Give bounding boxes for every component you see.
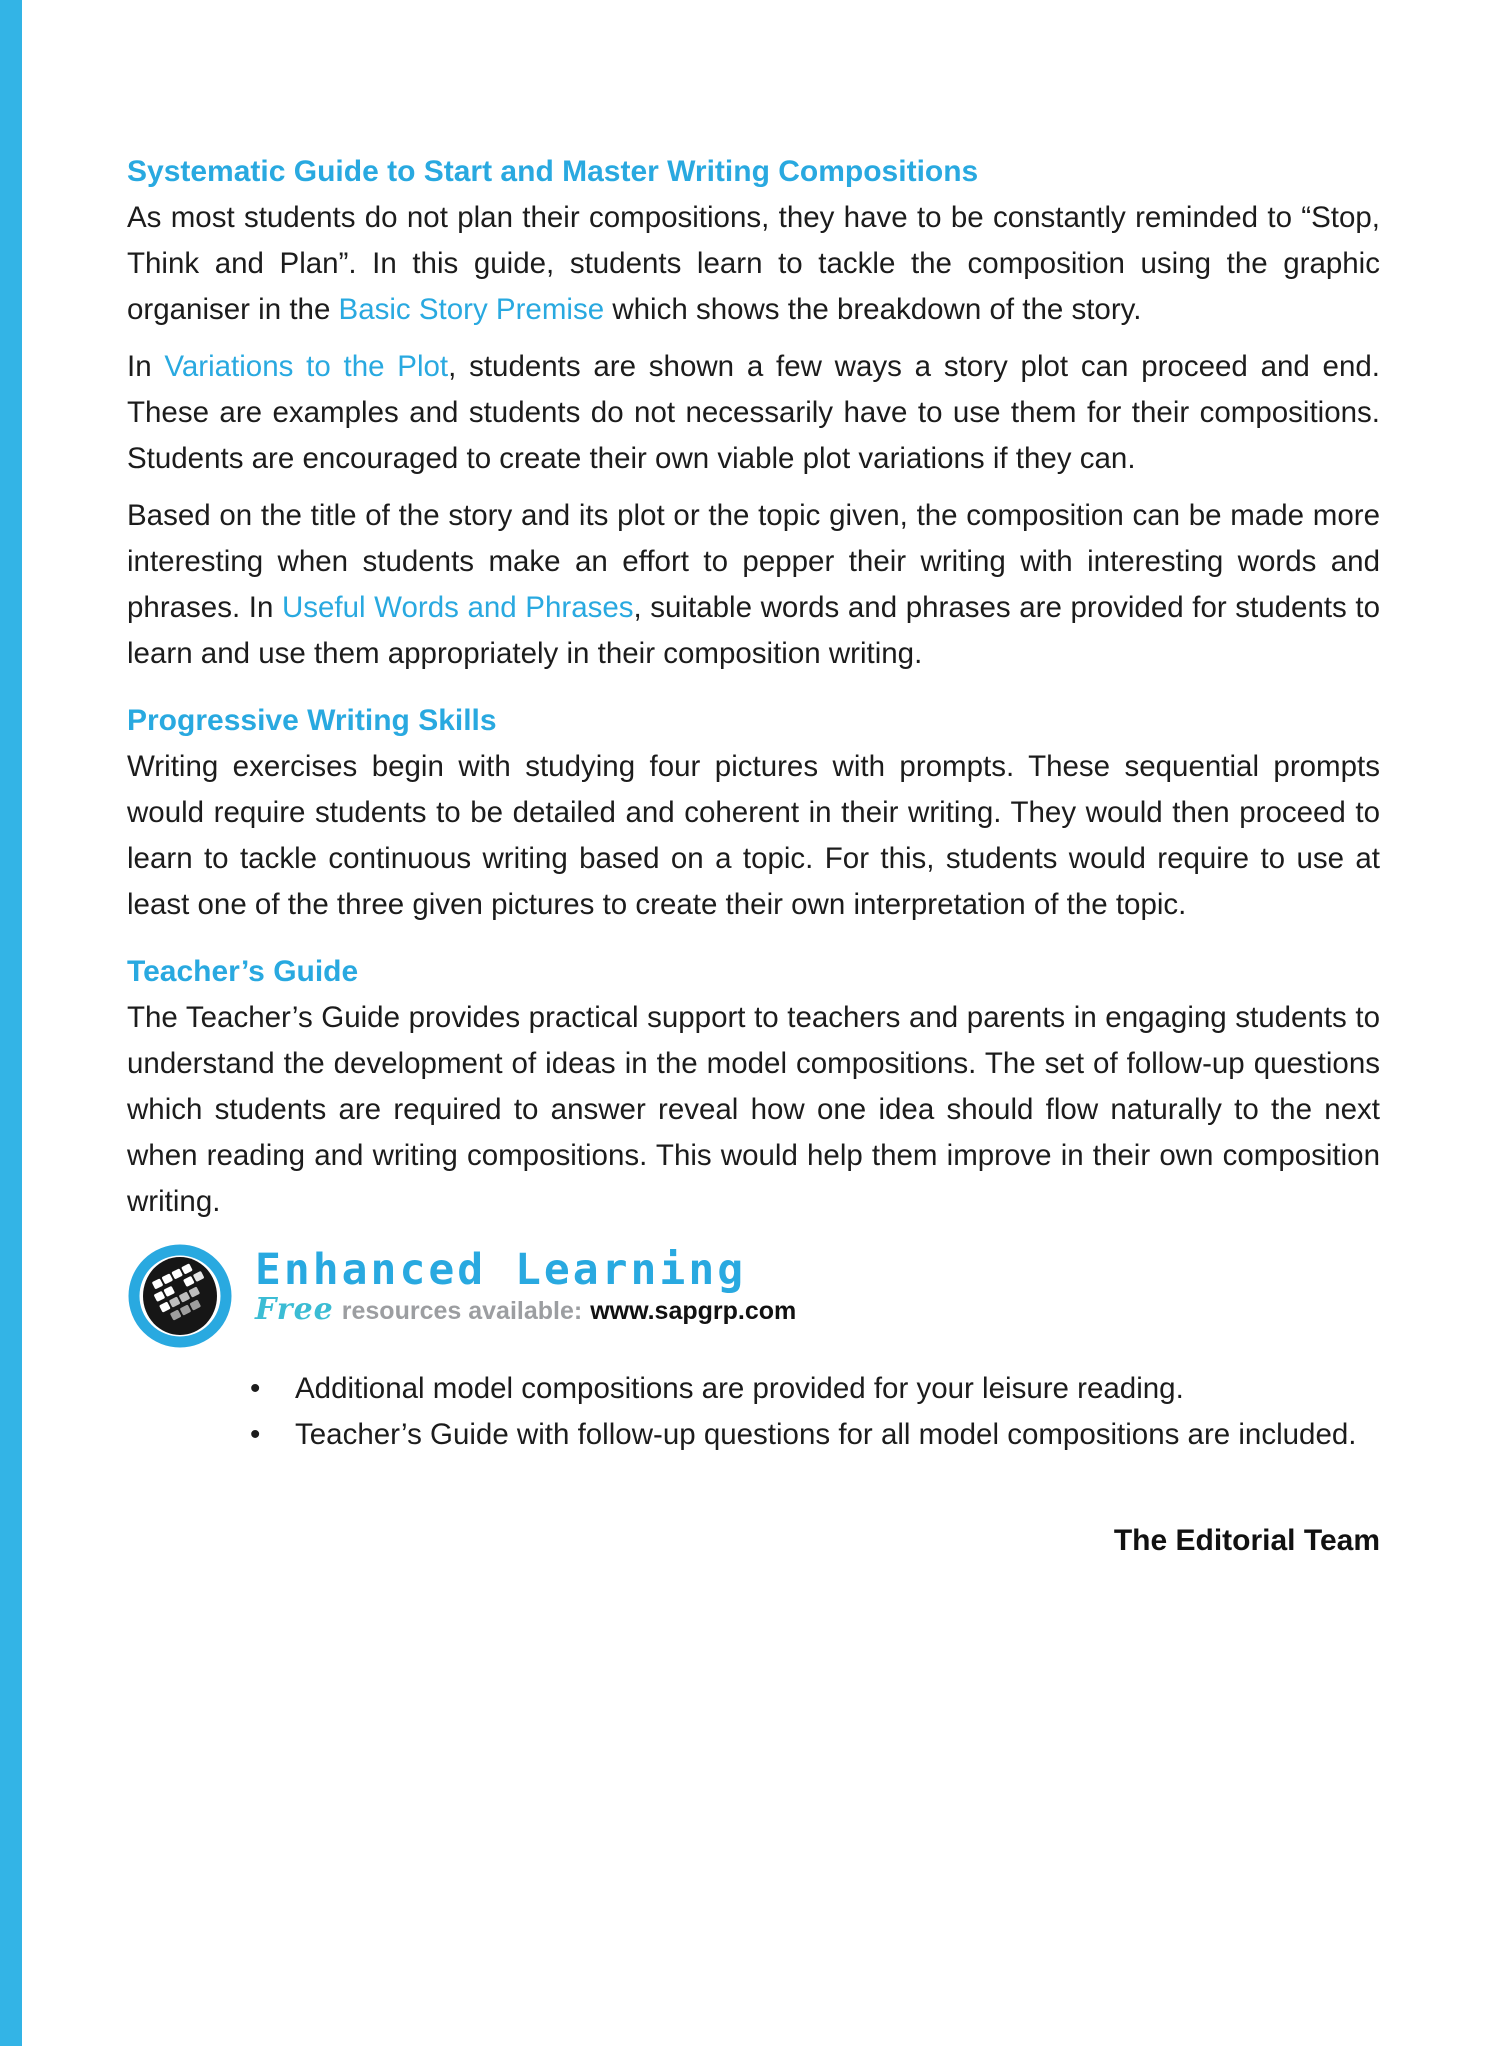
text-run: The Teacher’s Guide provides practical support to teachers and parents in engaging students to understand the development of ideas in the model compositions. The set of follow-up questions which students are required to answer reveal how one idea should flow naturally to the next when reading and writing compositions. This would help them improve in their own composition writing. <box>127 1001 1380 1218</box>
tagline-text: resources available: <box>341 1297 583 1325</box>
paragraph <box>127 195 1380 333</box>
paragraph <box>127 995 1380 1225</box>
paragraph <box>127 493 1380 677</box>
bullet-text: Teacher’s Guide with follow-up questions for all model compositions are included. <box>295 1418 1357 1451</box>
promo-bullet-list <box>127 1366 1380 1458</box>
signoff-editorial-team: The Editorial Team <box>1113 1524 1380 1557</box>
bullet-icon: • <box>250 1372 261 1405</box>
text-run: , students are shown a few ways a story plot can proceed and end. These are examples and students do not necessarily have to use them for their compositions. Students are encouraged to create their own viable plot variations if they can. <box>127 350 1380 475</box>
enhanced-learning-wordmark: Enhanced Learning <box>255 1245 747 1295</box>
section-heading-progressive-writing-skills: Progressive Writing Skills <box>127 704 497 737</box>
bullet-text: Additional model compositions are provided for your leisure reading. <box>295 1372 1184 1405</box>
section-heading-systematic-guide: Systematic Guide to Start and Master Writing Compositions <box>127 155 979 188</box>
highlight-term-basic-story-premise: Basic Story Premise <box>338 293 605 326</box>
text-run: which shows the breakdown of the story. <box>604 293 1142 326</box>
enhanced-learning-promo <box>127 1243 1380 1458</box>
text-run: , suitable words and phrases are provided for students to learn and use them appropriately in their composition writing. <box>127 591 1380 670</box>
tagline-free-label: Free <box>255 1292 334 1327</box>
list-item <box>250 1412 1380 1458</box>
highlight-term-useful-words-and-phrases: Useful Words and Phrases <box>281 591 634 624</box>
paragraph <box>127 744 1380 928</box>
page-content <box>127 149 1380 1564</box>
bullet-icon: • <box>250 1418 261 1451</box>
promo-tagline <box>255 1292 797 1327</box>
text-run: Writing exercises begin with studying four pictures with prompts. These sequential prompts would require students to be detailed and coherent in their writing. They would then proceed to learn to tackle continuous writing based on a topic. For this, students would require to use at least one of the three given pictures to create their own interpretation of the topic. <box>127 750 1380 921</box>
enhanced-learning-logo-icon <box>127 1243 233 1354</box>
text-run: Based on the title of the story and its plot or the topic given, the composition can be made more interesting when students make an effort to pepper their writing with interesting words and phrases. In <box>127 499 1380 624</box>
tagline-url: www.sapgrp.com <box>590 1297 797 1325</box>
section-heading-teachers-guide: Teacher’s Guide <box>127 955 359 988</box>
highlight-term-variations-to-the-plot: Variations to the Plot <box>164 350 449 383</box>
paragraph <box>127 344 1380 482</box>
page-edge-accent <box>0 0 22 2046</box>
text-run: In <box>127 350 165 383</box>
list-item <box>250 1366 1380 1412</box>
text-run: As most students do not plan their compositions, they have to be constantly reminded to “Stop, Think and Plan”. In this guide, students learn to tackle the composition using the graphic organiser in the <box>127 201 1380 326</box>
